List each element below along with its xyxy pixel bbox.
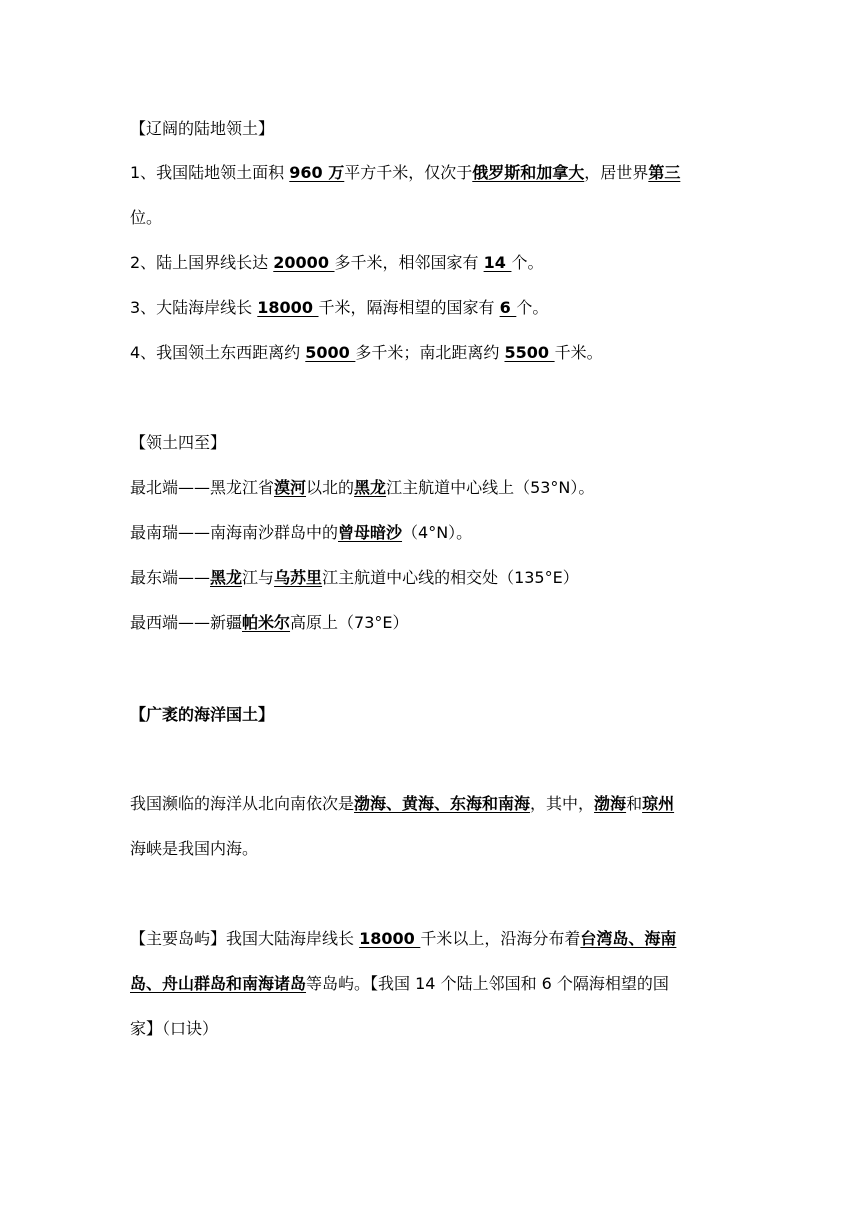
key-term: 黑龙 [354, 478, 387, 497]
paragraph-seas: 我国濒临的海洋从北向南依次是渤海、黄海、东海和南海，其中，渤海和琼州 [130, 794, 675, 813]
paragraph-coastline: 3、大陆海岸线长 18000 千米，隔海相望的国家有 6 个。 [130, 298, 549, 317]
key-term: 曾母暗沙 [338, 523, 403, 542]
key-term: 渤海、黄海、东海和南海 [354, 794, 531, 813]
key-term: 5000 [305, 343, 356, 362]
paragraph-islands: 【主要岛屿】我国大陆海岸线长 18000 千米以上，沿海分布着台湾岛、海南 [130, 929, 677, 948]
key-term: 5500 [504, 343, 555, 362]
key-term: 琼州 [642, 794, 675, 813]
paragraph-land-area: 1、我国陆地领土面积 960 万平方千米，仅次于俄罗斯和加拿大，居世界第三 [130, 163, 681, 182]
section-heading-land: 【辽阔的陆地领土】 [130, 119, 275, 138]
key-term: 帕米尔 [242, 613, 291, 632]
paragraph-islands-cont: 岛、舟山群岛和南海诸岛等岛屿。【我国 14 个陆上邻国和 6 个隔海相望的国 [130, 974, 669, 993]
key-term: 乌苏里 [274, 568, 323, 587]
key-term: 14 [483, 253, 512, 272]
paragraph-south-extreme: 最南瑞——南海南沙群岛中的曾母暗沙（4°N）。 [130, 523, 473, 542]
key-term: 黑龙 [210, 568, 243, 587]
key-term: 18000 [359, 929, 421, 948]
paragraph-land-area-cont: 位。 [130, 208, 163, 227]
section-heading-extremes: 【领土四至】 [130, 433, 227, 452]
paragraph-seas-cont: 海峡是我国内海。 [130, 839, 259, 858]
section-heading-ocean: 【广袤的海洋国土】 [130, 705, 275, 724]
paragraph-distance: 4、我国领土东西距离约 5000 多千米；南北距离约 5500 千米。 [130, 343, 603, 362]
key-term: 俄罗斯和加拿大 [472, 163, 585, 182]
key-term: 20000 [273, 253, 335, 272]
key-term: 漠河 [274, 478, 307, 497]
paragraph-east-extreme: 最东端——黑龙江与乌苏里江主航道中心线的相交处（135°E） [130, 568, 579, 587]
key-term: 台湾岛、海南 [580, 929, 677, 948]
paragraph-mnemonic: 家】（口诀） [130, 1019, 219, 1038]
key-term: 渤海 [594, 794, 627, 813]
paragraph-north-extreme: 最北端——黑龙江省漠河以北的黑龙江主航道中心线上（53°N）。 [130, 478, 595, 497]
key-term: 960 万 [289, 163, 345, 182]
paragraph-border-length: 2、陆上国界线长达 20000 多千米，相邻国家有 14 个。 [130, 253, 544, 272]
key-term: 6 [499, 298, 517, 317]
key-term: 岛、舟山群岛和南海诸岛 [130, 974, 307, 993]
paragraph-west-extreme: 最西端——新疆帕米尔高原上（73°E） [130, 613, 409, 632]
section-heading-islands: 【主要岛屿】 [130, 929, 227, 948]
key-term: 第三 [648, 163, 681, 182]
key-term: 18000 [257, 298, 319, 317]
